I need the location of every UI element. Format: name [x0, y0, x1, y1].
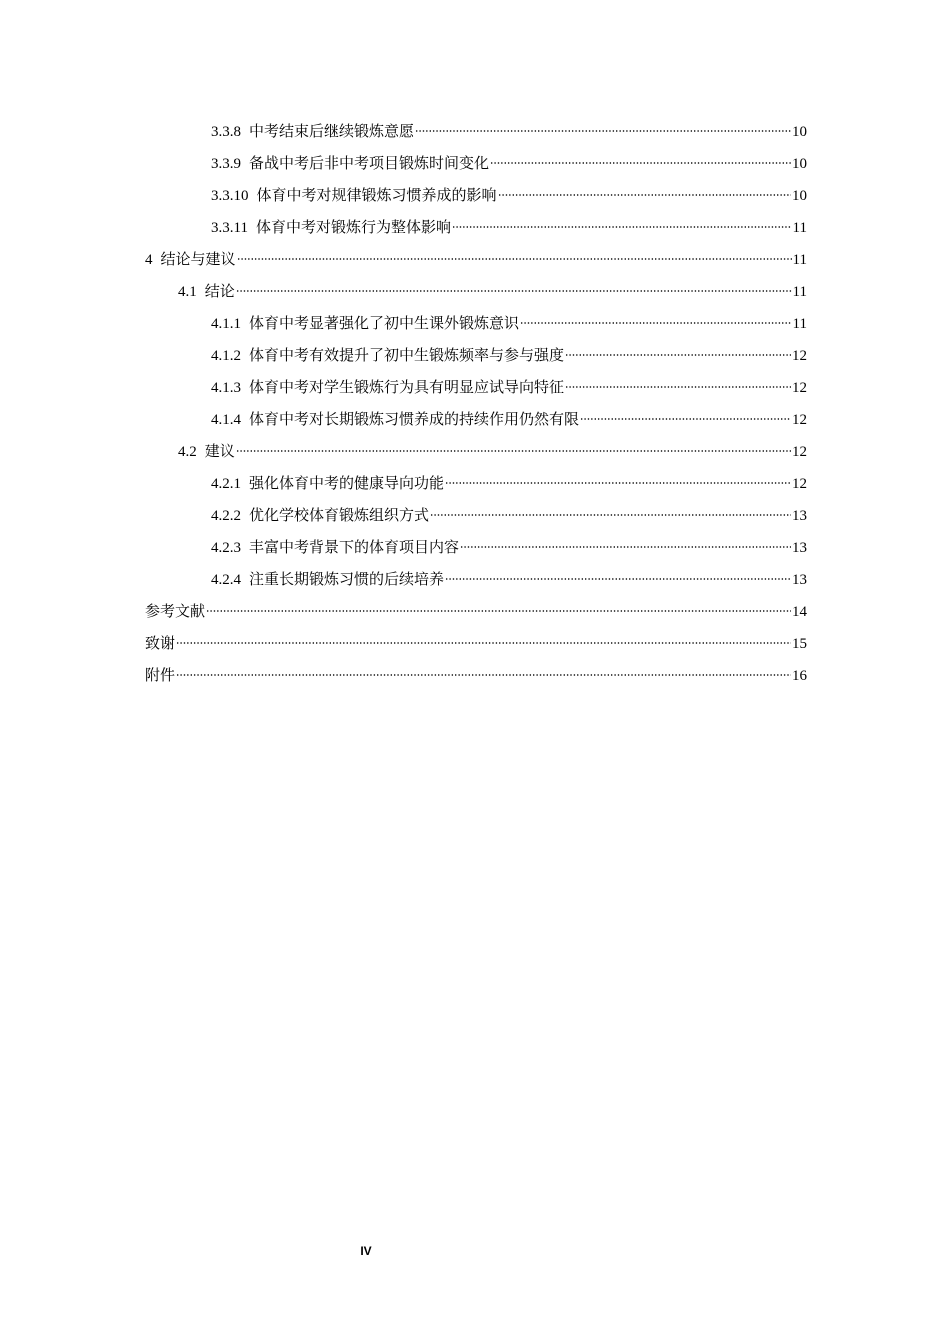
toc-entry-page: 13 [792, 572, 807, 588]
toc-entry-title: 建议 [204, 442, 235, 460]
toc-entry-page: 15 [792, 636, 807, 652]
toc-entry-number: 3.3.10 [211, 188, 249, 204]
toc-entry-page: 10 [792, 124, 807, 140]
toc-entry-title: 体育中考对长期锻炼习惯养成的持续作用仍然有限 [249, 410, 580, 428]
toc-entry-number: 4.1.2 [211, 348, 241, 364]
dot-leader [236, 450, 791, 452]
toc-entry-page: 10 [792, 188, 807, 204]
toc-entry[interactable] [145, 403, 807, 435]
dot-leader [176, 674, 791, 676]
toc-entry-page: 12 [792, 380, 807, 396]
toc-entry-number: 4.1 [178, 284, 197, 300]
dot-leader [206, 610, 791, 612]
toc-entry-page: 12 [792, 348, 807, 364]
toc-entry[interactable] [145, 595, 807, 627]
toc-entry-label [211, 147, 489, 180]
toc-entry-number: 4.1.1 [211, 316, 241, 332]
toc-entry-label [211, 531, 459, 564]
toc-entry-label [211, 563, 444, 596]
toc-entry-page: 12 [792, 412, 807, 428]
toc-entry-title: 丰富中考背景下的体育项目内容 [249, 538, 460, 556]
toc-entry-title: 体育中考对锻炼行为整体影响 [255, 218, 451, 236]
dot-leader [520, 322, 792, 324]
dot-leader [460, 546, 791, 548]
toc-entry-title: 体育中考显著强化了初中生课外锻炼意识 [249, 314, 520, 332]
toc-entry-label [145, 627, 175, 659]
dot-leader [498, 194, 791, 196]
dot-leader [490, 162, 791, 164]
toc-entry-title: 注重长期锻炼习惯的后续培养 [249, 570, 445, 588]
toc-entry-title: 强化体育中考的健康导向功能 [249, 474, 445, 492]
toc-entry-label [145, 243, 236, 276]
toc-entry-title: 中考结束后继续锻炼意愿 [249, 122, 415, 140]
toc-entry-number: 4.2.2 [211, 508, 241, 524]
toc-entry-label [211, 179, 497, 212]
toc-entry-label [211, 307, 519, 340]
toc-entry-label [211, 339, 564, 372]
toc-entry-page: 11 [792, 220, 807, 236]
toc-entry[interactable] [145, 563, 807, 595]
toc-entry-number: 4.2.4 [211, 572, 241, 588]
dot-leader [237, 258, 792, 260]
table-of-contents [145, 115, 807, 691]
toc-entry[interactable] [145, 275, 807, 307]
toc-entry-page: 16 [792, 668, 807, 684]
toc-entry[interactable] [145, 499, 807, 531]
toc-entry-title: 附件 [145, 666, 176, 684]
toc-entry-label [178, 435, 235, 468]
dot-leader [176, 642, 791, 644]
dot-leader [445, 578, 791, 580]
toc-entry-label [211, 115, 414, 148]
toc-entry-title: 结论与建议 [160, 250, 236, 268]
dot-leader [445, 482, 791, 484]
toc-entry-title: 备战中考后非中考项目锻炼时间变化 [249, 154, 490, 172]
toc-entry-page: 12 [792, 444, 807, 460]
toc-entry-label [145, 659, 175, 691]
toc-entry[interactable] [145, 307, 807, 339]
toc-entry[interactable] [145, 659, 807, 691]
toc-entry[interactable] [145, 115, 807, 147]
toc-entry[interactable] [145, 179, 807, 211]
toc-entry[interactable] [145, 627, 807, 659]
toc-entry[interactable] [145, 371, 807, 403]
toc-entry-page: 10 [792, 156, 807, 172]
toc-entry-label [211, 211, 451, 244]
toc-entry-title: 体育中考对规律锻炼习惯养成的影响 [256, 186, 497, 204]
toc-entry[interactable] [145, 211, 807, 243]
toc-entry-label [211, 371, 564, 404]
toc-entry-title: 优化学校体育锻炼组织方式 [249, 506, 430, 524]
toc-entry-number: 3.3.11 [211, 220, 248, 236]
toc-entry[interactable] [145, 435, 807, 467]
toc-entry-number: 4.2.1 [211, 476, 241, 492]
toc-entry-page: 14 [792, 604, 807, 620]
toc-entry-label [211, 467, 444, 500]
toc-entry-number: 4.1.3 [211, 380, 241, 396]
page-number: IV [360, 1244, 372, 1258]
dot-leader [565, 354, 791, 356]
dot-leader [236, 290, 792, 292]
toc-entry-label [211, 403, 579, 436]
toc-entry-page: 11 [792, 252, 807, 268]
toc-entry[interactable] [145, 531, 807, 563]
toc-entry-number: 3.3.8 [211, 124, 241, 140]
toc-entry-label [211, 499, 429, 532]
toc-entry-label [178, 275, 235, 308]
toc-entry-page: 12 [792, 476, 807, 492]
toc-entry-page: 13 [792, 540, 807, 556]
toc-entry-page: 13 [792, 508, 807, 524]
toc-entry-title: 结论 [204, 282, 235, 300]
toc-entry-label [145, 595, 205, 627]
toc-entry-page: 11 [792, 284, 807, 300]
dot-leader [565, 386, 791, 388]
dot-leader [452, 226, 792, 228]
toc-entry[interactable] [145, 147, 807, 179]
toc-entry-title: 体育中考有效提升了初中生锻炼频率与参与强度 [249, 346, 565, 364]
toc-entry[interactable] [145, 339, 807, 371]
toc-entry-title: 体育中考对学生锻炼行为具有明显应试导向特征 [249, 378, 565, 396]
dot-leader [580, 418, 791, 420]
toc-entry-number: 4.1.4 [211, 412, 241, 428]
dot-leader [430, 514, 791, 516]
toc-entry-number: 3.3.9 [211, 156, 241, 172]
toc-entry-number: 4.2 [178, 444, 197, 460]
toc-entry-page: 11 [792, 316, 807, 332]
toc-entry[interactable] [145, 243, 807, 275]
toc-entry-number: 4 [145, 252, 153, 268]
toc-entry[interactable] [145, 467, 807, 499]
dot-leader [415, 130, 791, 132]
toc-entry-title: 致谢 [145, 634, 176, 652]
toc-entry-title: 参考文献 [145, 602, 206, 620]
toc-entry-number: 4.2.3 [211, 540, 241, 556]
